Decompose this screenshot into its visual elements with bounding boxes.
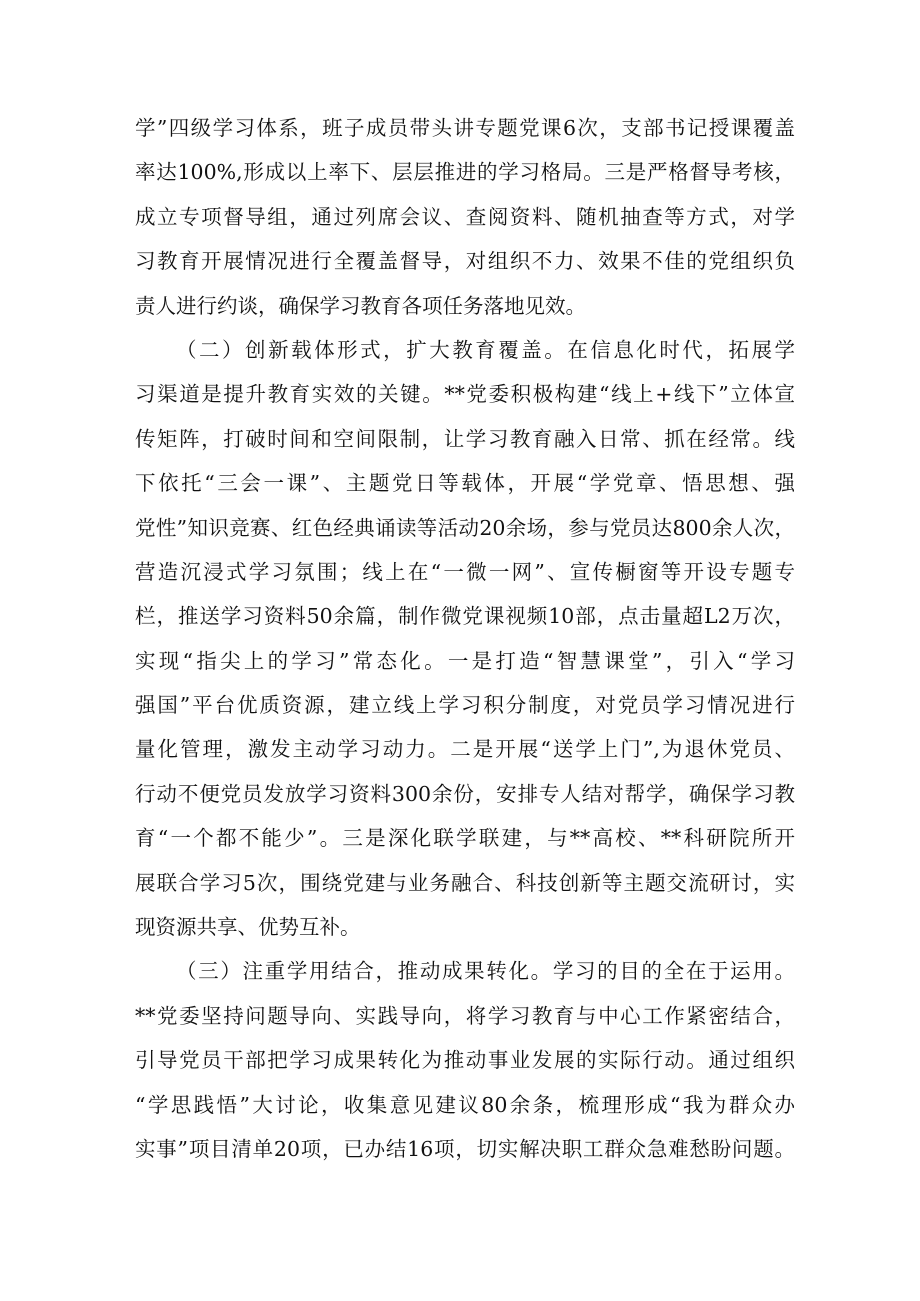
text-line: 强国”平台优质资源，建立线上学习积分制度，对党员学习情况进行 (135, 693, 795, 718)
text-line: 量化管理，激发主动学习动力。二是开展“送学上门”,为退休党员、 (135, 737, 795, 762)
text-line: 习渠道是提升教育实效的关键。**党委积极构建“线上+线下”立体宣 (135, 382, 795, 407)
text-line: 展联合学习5次，围绕党建与业务融合、科技创新等主题交流研讨，实 (135, 870, 795, 895)
text-line: 成立专项督导组，通过列席会议、查阅资料、随机抽查等方式，对学 (135, 204, 795, 229)
text-line: 率达100%,形成以上率下、层层推进的学习格局。三是严格督导考核， (135, 160, 795, 185)
text-line: 党性”知识竞赛、红色经典诵读等活动20余场，参与党员达800余人次， (135, 515, 795, 540)
text-line: 栏，推送学习资料50余篇，制作微党课视频10部，点击量超L2万次， (135, 604, 795, 629)
text-line: 行动不便党员发放学习资料300余份，安排专人结对帮学，确保学习教 (135, 781, 795, 806)
text-line: 营造沉浸式学习氛围；线上在“一微一网”、宣传橱窗等开设专题专 (135, 559, 795, 584)
document-body (135, 106, 795, 1171)
text-line: 引导党员干部把学习成果转化为推动事业发展的实际行动。通过组织 (135, 1048, 795, 1073)
text-line: 习教育开展情况进行全覆盖督导，对组织不力、效果不佳的党组织负 (135, 249, 795, 274)
text-line: 下依托“三会一课”、主题党日等载体，开展“学党章、悟思想、强 (135, 471, 795, 496)
text-line: 实现“指尖上的学习”常态化。一是打造“智慧课堂”，引入“学习 (135, 648, 795, 673)
text-line: 实事”项目清单20项，已办结16项，切实解决职工群众急难愁盼问题。 (135, 1136, 795, 1161)
text-line: 学”四级学习体系，班子成员带头讲专题党课6次，支部书记授课覆盖 (135, 116, 795, 140)
section-heading-line: （三）注重学用结合，推动成果转化。学习的目的全在于运用。 (176, 959, 795, 984)
text-line: 现资源共享、优势互补。 (135, 915, 361, 940)
text-line: 育“一个都不能少”。三是深化联学联建，与**高校、**科研院所开 (135, 826, 795, 851)
section-heading-line: （二）创新载体形式，扩大教育覆盖。在信息化时代，拓展学 (176, 337, 795, 362)
text-line: 责人进行约谈，确保学习教育各项任务落地见效。 (135, 293, 586, 318)
text-line: **党委坚持问题导向、实践导向，将学习教育与中心工作紧密结合， (135, 1003, 795, 1028)
text-line: 传矩阵，打破时间和空间限制，让学习教育融入日常、抓在经常。线 (135, 426, 795, 451)
text-line: “学思践悟”大讨论，收集意见建议80余条，梳理形成“我为群众办 (135, 1092, 795, 1117)
